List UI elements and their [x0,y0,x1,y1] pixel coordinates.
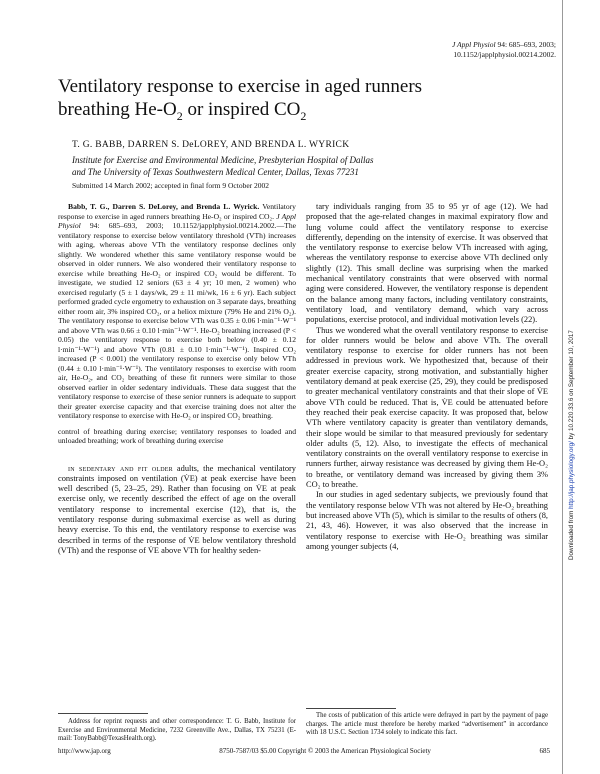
right-paragraph-1: tary individuals ranging from 35 to 95 yr of age (12). We had proposed that the age-related changes in maximal expiratory flow and lung volume could affect the ventilatory response to exercise differently, depending on the intensity of exercise. It was observed that the ventilatory response to exercise below VTh increased with aging, whereas the ventilatory response to exercise above VTh declined only slightly (12). This small decline was surprising when the marked mechanical ventilatory constraints that were observed with normal aging were considered. However, the ventilatory response is dependent on the balance among many factors, including ventilatory constraints, ventilatory load, and ventilatory demand, which vary across populations, exercise protocol, and individual motivation levels (22). [306,202,548,325]
author-list: T. G. BABB, DARREN S. DeLOREY, AND BRENDA L. WYRICK [72,140,350,150]
submission-dates: Submitted 14 March 2002; accepted in final form 9 October 2002 [72,181,270,190]
journal-citation: 94: 685–693, 2003; [497,40,556,49]
download-watermark: Downloaded from http://jap.physiology.org/ by 10.220.33.6 on September 10, 2017 [568,330,575,560]
right-column [306,202,548,552]
journal-name: J Appl Physiol [451,40,496,49]
article-title [58,75,528,128]
right-paragraph-2: Thus we wondered what the overall ventilatory response to exercise for older runners would be below and above VTh. The overall ventilatory response to exercise for older runners has not been addressed in previous work. We hypothesized that, because of their greater exercise capacity, strong motivation, and substantially higher ventilatory demand at peak exercise (25, 29), they could be predisposed to greater mechanical ventilatory constraints and that their slope of V̇E above VTh could be reduced. That is, V̇E could be attenuated before they reached their peak exercise capacity. It was proposed that, below VTh where ventilatory capacity is greater than ventilatory demands, their slope would be similar to that measured previously for sedentary older adults (5, 12). Also, to investigate the effects of mechanical ventilatory constraints on the overall ventilatory response to exercise in runners further, airway resistance was decreased by giving them He-O₂ to breathe, or ventilatory demand was increased by giving them 3% CO₂ to breathe. [306,325,548,490]
page-footer [58,747,550,755]
publication-cost-footnote: The costs of publication of this article were defrayed in part by the payment of page charges. The article must therefore be hereby marked “advertisement” in accordance with 18 U.S.C. Section 1734 solely to indicate this fact. [306,712,548,737]
footnote-divider-left [58,713,148,714]
journal-reference [452,40,556,60]
footer-copyright: 8750-7587/03 $5.00 Copyright © 2003 the American Physiological Society [219,747,431,755]
left-column [58,202,296,556]
correspondence-footnote: Address for reprint requests and other correspondence: T. G. Babb, Institute for Exercise and Environmental Medicine, 7232 Greenville Ave., Dallas, TX 75231 (E-mail: TonyBabb@TexasHealth.org). [58,718,296,743]
title-line-1: Ventilatory response to exercise in aged runners [58,76,423,97]
footnote-divider-right [306,708,396,709]
title-line-2: breathing $He-O_2$ or inspired $CO_2$ [58,99,307,123]
abstract: Babb, T. G., Darren S. DeLorey, and Brenda L. Wyrick. Ventilatory response to exercise in aged runners breathing He-O₂ or inspired CO₂. J Appl Physiol 94: 685–693, 2003; 10.1152/japplphysiol.00214.2002.—The ventilatory response to exercise below ventilatory threshold (VTh) increases with aging, whereas above VTh the ventilatory response declines only slightly. We wondered whether this same ventilatory response would be observed in older runners. We also wondered their ventilatory response to exercise while breathing He-O₂ or inspired CO₂ would be different. To investigate, we studied 12 seniors (63 ± 4 yr; 10 men, 2 women) who exercised regularly (5 ± 1 days/wk, 29 ± 11 mi/wk, 16 ± 6 yr). Each subject performed graded cycle ergometry to exhaustion on 3 separate days, breathing either room air, 3% inspired CO₂, or a heliox mixture (79% He and 21% O₂). The ventilatory response to exercise below VTh was 0.35 ± 0.06 l·min⁻¹·W⁻¹ and above VTh was 0.66 ± 0.10 l·min⁻¹·W⁻¹. He-O₂ breathing increased (P < 0.05) the ventilatory response to exercise both below (0.40 ± 0.12 l·min⁻¹·W⁻¹) and above VTh (0.81 ± 0.10 l·min⁻¹·W⁻¹). Inspired CO₂ increased (P < 0.001) the ventilatory response to exercise only below VTh (0.44 ± 0.10 l·min⁻¹·W⁻¹). The ventilatory responses to exercise with room air, He-O₂, and CO₂ breathing of these fit runners were similar to those observed earlier in older sedentary individuals. These data suggest that the ventilatory response to exercise of these senior runners is adequate to support their greater exercise capacity and that exercise training does not alter the ventilatory response to exercise with He-O₂ or inspired CO₂ breathing. [58,202,296,420]
sidebar-rule [562,0,563,774]
affiliation: Institute for Exercise and Environmental Medicine, Presbyterian Hospital of Dallas and The University of Texas Southwestern Medical Center, Dallas, Texas 77231 [72,155,374,177]
introduction-paragraph: in sedentary and fit older adults, the mechanical ventilatory constraints imposed on ventilation (V̇E) at peak exercise have been well described (5, 23–25, 29). Rather than focusing on V̇E at peak exercise only, we recently described the effect of age on the overall ventilatory response to incremental exercise (12), that is, the ventilatory response during submaximal exercise as well as during heavy exercise. To this end, the ventilatory response to exercise was described in terms of the response of V̇E below ventilatory threshold (VTh) and the response of V̇E above VTh for healthy seden- [58,463,296,555]
footer-url[interactable]: http://www.jap.org [58,747,111,755]
keywords: control of breathing during exercise; ventilatory responses to loaded and unloaded breathing; work of breathing during exercise [58,426,296,445]
right-paragraph-3: In our studies in aged sedentary subjects, we previously found that the ventilatory response below VTh was not altered by He-O₂ breathing but increased above VTh (5), which is similar to the results of others (8, 21, 43, 46). However, it was also observed that the increase in ventilatory response to exercise with He-O₂ breathing was similar among younger subjects (4, [306,490,548,551]
download-link[interactable]: http://jap.physiology.org/ [568,441,575,509]
journal-doi: 10.1152/japplphysiol.00214.2002. [453,50,556,59]
page-number: 685 [539,747,550,755]
